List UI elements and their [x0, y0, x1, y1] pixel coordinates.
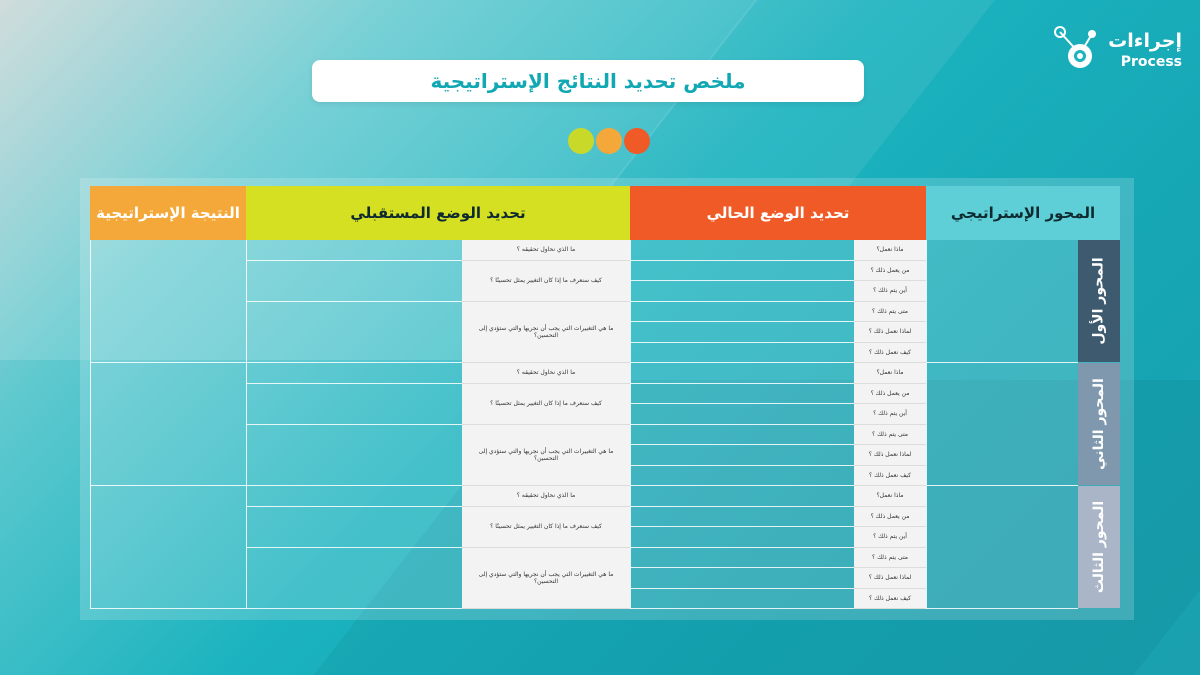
- current-answer-line: [630, 567, 854, 568]
- column-divider: [926, 240, 927, 609]
- axis-label: المحور الثاني: [1091, 378, 1108, 470]
- current-answer-line: [630, 362, 854, 363]
- current-answer-line: [630, 526, 854, 527]
- current-answer-line: [630, 280, 854, 281]
- header-current-state: [630, 186, 926, 240]
- axis-label: المحور الثالث: [1091, 500, 1108, 594]
- logo-english-text: Process: [1120, 54, 1182, 70]
- decorative-dot: [568, 128, 594, 154]
- current-answer-line: [630, 608, 854, 609]
- current-question-cell: من يعمل ذلك ؟: [854, 384, 926, 405]
- current-question-cell: لماذا نعمل ذلك ؟: [854, 568, 926, 589]
- current-answer-line: [630, 485, 854, 486]
- current-answer-line: [630, 301, 854, 302]
- axis-label-cell: [1078, 363, 1120, 485]
- axis-label: المحور الأول: [1091, 257, 1108, 345]
- current-answer-line: [630, 465, 854, 466]
- header-result-label: النتيجة الإستراتيجية: [96, 204, 240, 222]
- current-question-cell: ماذا نعمل؟: [854, 486, 926, 507]
- current-answer-line: [630, 321, 854, 322]
- current-answer-line: [630, 444, 854, 445]
- future-answer-line: [246, 362, 462, 363]
- current-answer-line: [630, 403, 854, 404]
- current-answer-line: [630, 383, 854, 384]
- future-question-cell: كيف سنعرف ما إذا كان التغيير يمثل تحسينًا ؟: [462, 384, 630, 425]
- current-question-cell: لماذا نعمل ذلك ؟: [854, 322, 926, 343]
- axis-label-cell: [1078, 486, 1120, 608]
- current-question-cell: لماذا نعمل ذلك ؟: [854, 445, 926, 466]
- current-question-cell: من يعمل ذلك ؟: [854, 261, 926, 282]
- logo-arabic-text: إجراءات: [1108, 30, 1182, 52]
- column-divider: [630, 240, 631, 609]
- axis-block-line: [926, 485, 1078, 486]
- current-question-cell: متى يتم ذلك ؟: [854, 425, 926, 446]
- header-current-label: تحديد الوضع الحالي: [706, 204, 850, 222]
- current-question-cell: من يعمل ذلك ؟: [854, 507, 926, 528]
- process-logo-icon: [1052, 24, 1102, 76]
- page-title-box: [312, 60, 864, 102]
- future-answer-line: [246, 260, 462, 261]
- current-question-cell: أين يتم ذلك ؟: [854, 527, 926, 548]
- result-block-line: [90, 485, 246, 486]
- future-question-cell: كيف سنعرف ما إذا كان التغيير يمثل تحسينًا ؟: [462, 261, 630, 302]
- future-question-cell: ما هي التغييرات التي يجب أن نجريها والتي ستؤدي إلى التحسين؟: [462, 302, 630, 364]
- future-answer-line: [246, 547, 462, 548]
- header-strategic-result: [90, 186, 246, 240]
- current-answer-line: [630, 588, 854, 589]
- result-block-line: [90, 608, 246, 609]
- current-question-cell: متى يتم ذلك ؟: [854, 548, 926, 569]
- future-question-cell: ما هي التغييرات التي يجب أن نجريها والتي ستؤدي إلى التحسين؟: [462, 425, 630, 487]
- current-answer-line: [630, 342, 854, 343]
- future-answer-line: [246, 506, 462, 507]
- result-block-line: [90, 362, 246, 363]
- axis-block-line: [926, 362, 1078, 363]
- future-answer-line: [246, 608, 462, 609]
- future-question-cell: ما الذي نحاول تحقيقه ؟: [462, 240, 630, 261]
- header-axis-label: المحور الإستراتيجي: [950, 204, 1096, 222]
- current-question-cell: كيف نعمل ذلك ؟: [854, 589, 926, 610]
- current-question-cell: متى يتم ذلك ؟: [854, 302, 926, 323]
- current-answer-line: [630, 506, 854, 507]
- page-title: ملخص تحديد النتائج الإستراتيجية: [430, 69, 746, 93]
- current-question-cell: كيف نعمل ذلك ؟: [854, 466, 926, 487]
- brand-logo: [1052, 24, 1182, 76]
- current-answer-line: [630, 547, 854, 548]
- future-answer-line: [246, 301, 462, 302]
- axis-label-cell: [1078, 240, 1120, 362]
- current-question-cell: ماذا نعمل؟: [854, 363, 926, 384]
- header-future-state: [246, 186, 630, 240]
- header-future-label: تحديد الوضع المستقبلي: [350, 204, 526, 222]
- decorative-dot: [596, 128, 622, 154]
- header-strategic-axis: [926, 186, 1120, 240]
- decorative-dot: [624, 128, 650, 154]
- future-question-cell: ما هي التغييرات التي يجب أن نجريها والتي ستؤدي إلى التحسين؟: [462, 548, 630, 610]
- current-answer-line: [630, 260, 854, 261]
- future-answer-line: [246, 424, 462, 425]
- future-answer-line: [246, 383, 462, 384]
- axis-block-line: [926, 608, 1078, 609]
- future-question-cell: ما الذي نحاول تحقيقه ؟: [462, 363, 630, 384]
- column-divider: [246, 240, 247, 609]
- current-question-cell: كيف نعمل ذلك ؟: [854, 343, 926, 364]
- current-question-cell: ماذا نعمل؟: [854, 240, 926, 261]
- future-question-cell: ما الذي نحاول تحقيقه ؟: [462, 486, 630, 507]
- column-divider: [90, 240, 91, 609]
- future-answer-line: [246, 485, 462, 486]
- current-question-cell: أين يتم ذلك ؟: [854, 404, 926, 425]
- current-answer-line: [630, 424, 854, 425]
- current-question-cell: أين يتم ذلك ؟: [854, 281, 926, 302]
- future-question-cell: كيف سنعرف ما إذا كان التغيير يمثل تحسينًا ؟: [462, 507, 630, 548]
